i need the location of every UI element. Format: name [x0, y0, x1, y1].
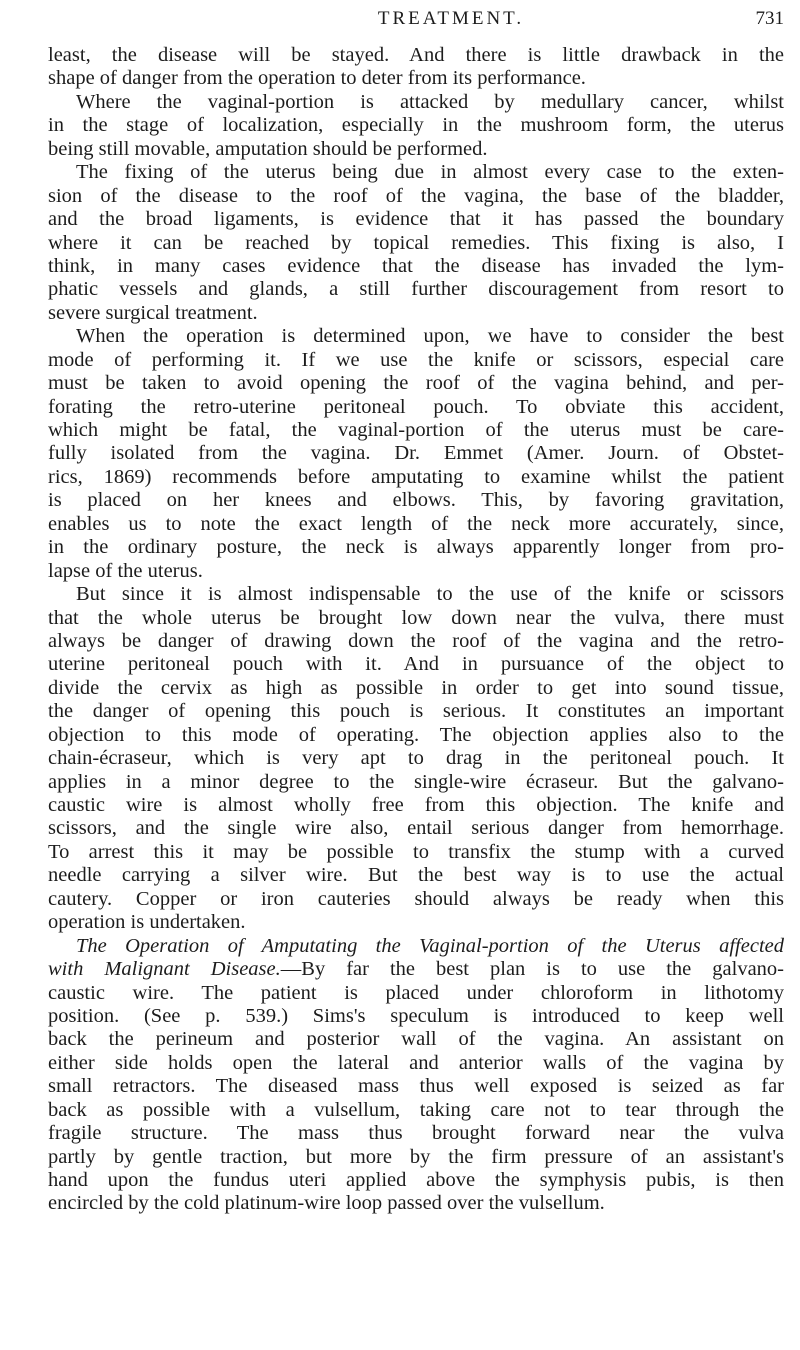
- text-line: [48, 208, 784, 231]
- text-line: [48, 372, 784, 395]
- text-line: [48, 536, 784, 559]
- line-text: phatic vessels and glands, a still further discouragement from resort to: [48, 278, 784, 301]
- text-line: [48, 1146, 784, 1169]
- page-number: 731: [755, 8, 784, 29]
- text-line: [48, 560, 784, 583]
- text-line: [48, 747, 784, 770]
- text-line: [48, 138, 784, 161]
- text-line: [48, 278, 784, 301]
- body-text: [48, 44, 784, 1216]
- text-line: [48, 888, 784, 911]
- text-line: [48, 185, 784, 208]
- text-line: [48, 419, 784, 442]
- text-line: [48, 677, 784, 700]
- line-text: is placed on her knees and elbows. This, by favoring gravitation,: [48, 489, 784, 512]
- text-line: [48, 91, 784, 114]
- text-line: [48, 841, 784, 864]
- text-line: [48, 771, 784, 794]
- line-text: Where the vaginal-portion is attacked by medullary cancer, whilst: [76, 90, 784, 113]
- line-text: in the stage of localization, especially in the mushroom form, the uterus: [48, 114, 784, 137]
- text-line: [48, 1075, 784, 1098]
- italic-heading: with Malignant Disease.: [48, 958, 281, 981]
- text-line: [48, 583, 784, 606]
- line-text: encircled by the cold platinum-wire loop passed over the vulsellum.: [48, 1192, 605, 1215]
- text-line: [48, 1169, 784, 1192]
- line-text: The fixing of the uterus being due in almost every case to the exten-: [76, 161, 784, 184]
- line-text: in the ordinary posture, the neck is always apparently longer from pro-: [48, 536, 784, 559]
- line-text: chain-écraseur, which is very apt to drag in the peritoneal pouch. It: [48, 747, 784, 770]
- line-text: must be taken to avoid opening the roof of the vagina behind, and per-: [48, 372, 784, 395]
- line-text: severe surgical treatment.: [48, 301, 258, 324]
- text-line: [48, 466, 784, 489]
- running-head-title: TREATMENT.: [377, 8, 525, 29]
- line-text: position. (See p. 539.) Sims's speculum is introduced to keep well: [48, 1004, 784, 1027]
- line-text: caustic wire. The patient is placed under chloroform in lithotomy: [48, 981, 784, 1004]
- line-text: But since it is almost indispensable to the use of the knife or scissors: [76, 583, 784, 606]
- line-text: least, the disease will be stayed. And there is little drawback in the: [48, 44, 784, 66]
- line-text: caustic wire is almost wholly free from this objection. The knife and: [48, 794, 784, 816]
- line-text: —By far the best plan is to use the galvano-: [280, 958, 784, 981]
- text-line: [48, 349, 784, 372]
- line-text: partly by gentle traction, but more by the firm pressure of an assistant's: [48, 1145, 784, 1168]
- text-line: [48, 700, 784, 723]
- text-line: [48, 817, 784, 840]
- line-text: To arrest this it may be possible to transfix the stump with a curved: [48, 840, 784, 863]
- line-text: fragile structure. The mass thus brought forward near the vulva: [48, 1122, 784, 1145]
- text-line: [48, 161, 784, 184]
- text-line: [48, 67, 784, 90]
- line-text: lapse of the uterus.: [48, 559, 203, 582]
- line-text: scissors, and the single wire also, entail serious danger from hemorrhage.: [48, 817, 784, 840]
- text-line: [48, 1005, 784, 1028]
- text-line: [48, 911, 784, 934]
- line-text: and the broad ligaments, is evidence that it has passed the boundary: [48, 208, 784, 231]
- text-line: [48, 864, 784, 887]
- text-line: [48, 442, 784, 465]
- line-text: needle carrying a silver wire. But the best way is to use the actual: [48, 864, 784, 887]
- line-text: rics, 1869) recommends before amputating to examine whilst the patient: [48, 465, 784, 488]
- text-line: [48, 325, 784, 348]
- text-line: [48, 513, 784, 536]
- line-text: think, in many cases evidence that the disease has invaded the lym-: [48, 254, 784, 277]
- line-text: applies in a minor degree to the single-wire écraseur. But the galvano-: [48, 770, 784, 793]
- text-line: [48, 982, 784, 1005]
- text-line: [48, 302, 784, 325]
- text-line: [48, 114, 784, 137]
- text-line: [48, 630, 784, 653]
- text-line: [48, 1028, 784, 1051]
- line-text: the danger of opening this pouch is serious. It constitutes an important: [48, 700, 784, 723]
- text-line: [48, 935, 784, 958]
- line-text: enables us to note the exact length of the neck more accurately, since,: [48, 512, 784, 535]
- line-text: divide the cervix as high as possible in order to get into sound tissue,: [48, 676, 784, 699]
- line-text: shape of danger from the operation to deter from its performance.: [48, 67, 586, 90]
- text-line: [48, 255, 784, 278]
- line-text: where it can be reached by topical remedies. This fixing is also, I: [48, 231, 784, 254]
- text-line: [48, 724, 784, 747]
- line-text: always be danger of drawing down the roof of the vagina and the retro-: [48, 629, 784, 652]
- text-line: [48, 1192, 784, 1215]
- text-line: [48, 232, 784, 255]
- line-text: mode of performing it. If we use the knife or scissors, especial care: [48, 348, 784, 371]
- text-line: [48, 607, 784, 630]
- text-line: [48, 1122, 784, 1145]
- line-text: which might be fatal, the vaginal-portion of the uterus must be care-: [48, 419, 784, 441]
- line-text: forating the retro-uterine peritoneal pouch. To obviate this accident,: [48, 395, 784, 418]
- line-text: fully isolated from the vagina. Dr. Emmet (Amer. Journ. of Obstet-: [48, 442, 784, 465]
- line-text: being still movable, amputation should be performed.: [48, 137, 488, 160]
- text-line: [48, 489, 784, 512]
- line-text: that the whole uterus be brought low down near the vulva, there must: [48, 606, 784, 629]
- line-text: back as possible with a vulsellum, taking care not to tear through the: [48, 1098, 784, 1121]
- text-line: [48, 396, 784, 419]
- text-line: [48, 653, 784, 676]
- line-text: either side holds open the lateral and anterior walls of the vagina by: [48, 1051, 784, 1074]
- text-line: [48, 44, 784, 67]
- line-text: When the operation is determined upon, we have to consider the best: [76, 325, 784, 348]
- line-text: small retractors. The diseased mass thus well exposed is seized as far: [48, 1075, 784, 1098]
- italic-heading: The Operation of Amputating the Vaginal-portion of the Uterus affected: [76, 934, 784, 957]
- line-text: cautery. Copper or iron cauteries should always be ready when this: [48, 887, 784, 910]
- line-text: operation is undertaken.: [48, 911, 246, 934]
- line-text: sion of the disease to the roof of the vagina, the base of the bladder,: [48, 184, 784, 207]
- running-head: [48, 6, 784, 36]
- text-line: [48, 958, 784, 981]
- text-line: [48, 794, 784, 817]
- line-text: objection to this mode of operating. The objection applies also to the: [48, 723, 784, 746]
- text-line: [48, 1052, 784, 1075]
- line-text: back the perineum and posterior wall of the vagina. An assistant on: [48, 1028, 784, 1051]
- line-text: uterine peritoneal pouch with it. And in pursuance of the object to: [48, 653, 784, 676]
- text-line: [48, 1099, 784, 1122]
- line-text: hand upon the fundus uteri applied above the symphysis pubis, is then: [48, 1169, 784, 1191]
